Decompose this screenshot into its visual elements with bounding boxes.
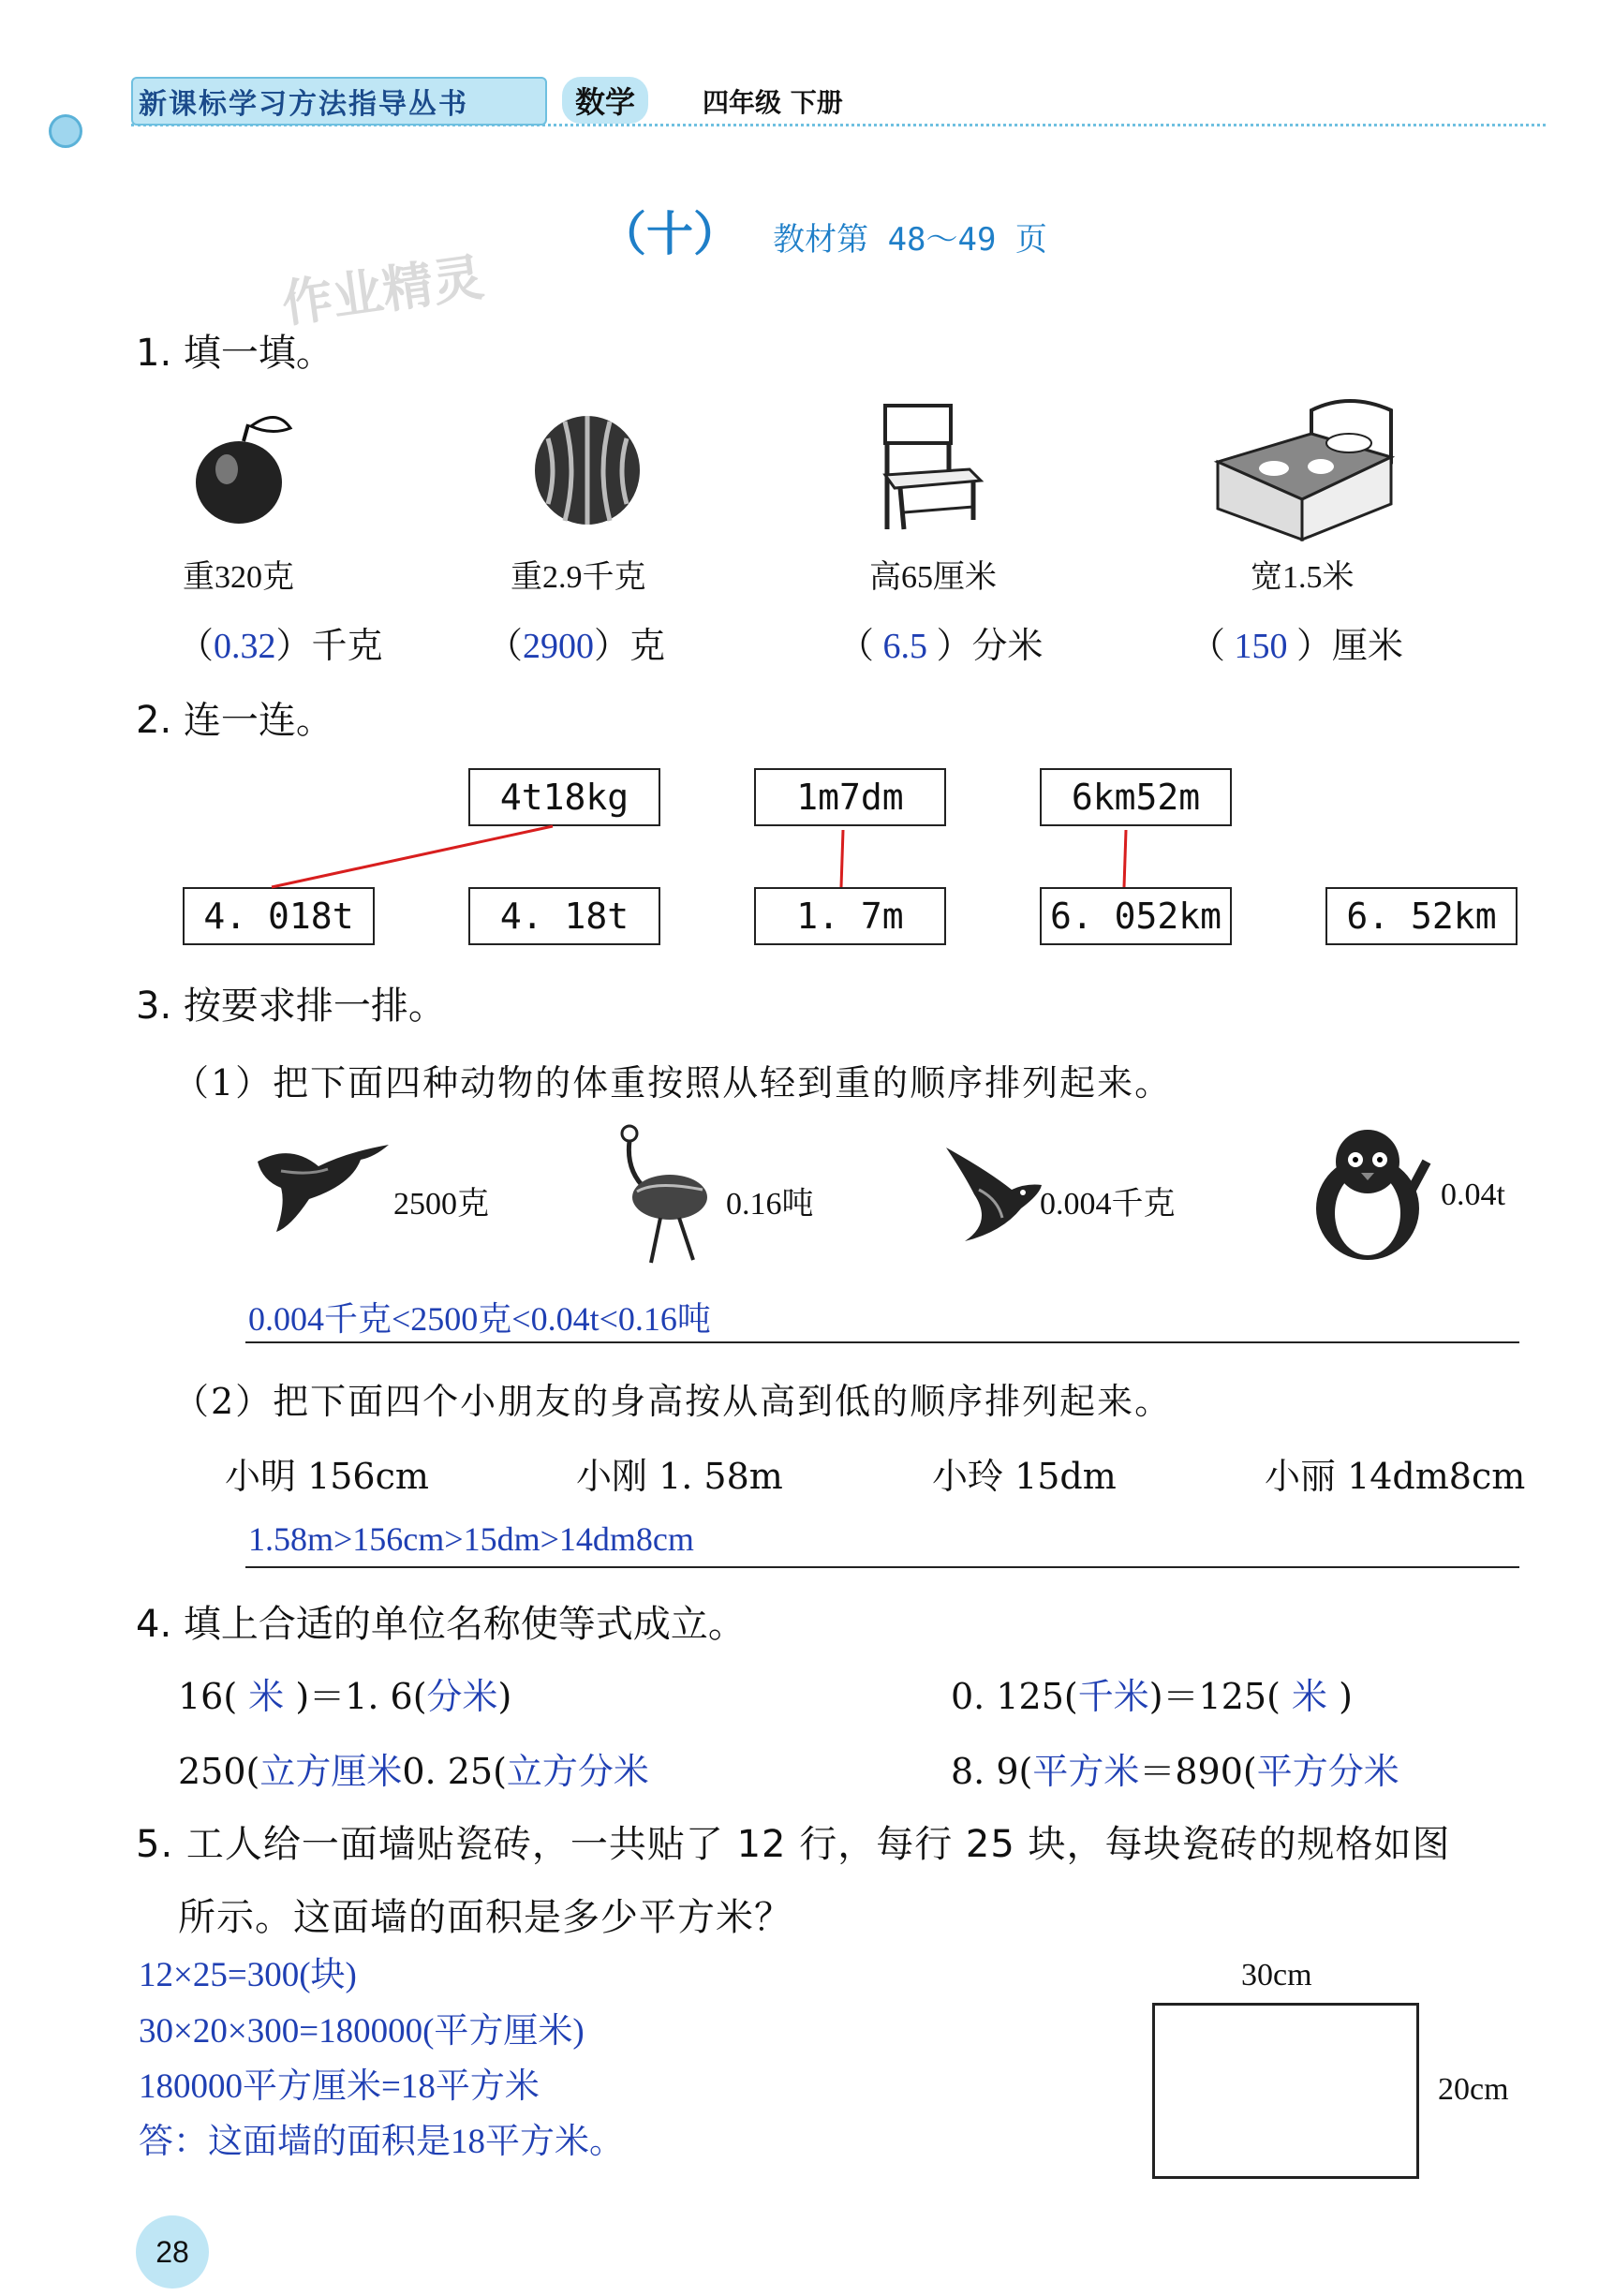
section-number: （十） <box>600 207 740 261</box>
watermark: 作业精灵 <box>278 247 487 334</box>
q4-row1-left: 16( 米 )＝1. 6(分米) <box>178 1676 512 1717</box>
q1-answer-3: 6.5 <box>882 627 928 666</box>
q4-answer-2a: 千米 <box>1077 1676 1149 1717</box>
q1-answer-1: 0.32 <box>214 627 276 666</box>
bottom-box-1[interactable]: 4. 018t <box>183 887 375 945</box>
tile-height-label: 20cm <box>1438 2072 1509 2107</box>
q1-label: 1. 填一填。 <box>136 332 333 375</box>
section-pages: 教材第 48～49 页 <box>773 221 1047 259</box>
q1-caption-1: 重320克 <box>183 560 294 595</box>
kid-1: 小明 156cm <box>225 1456 429 1497</box>
q4-answer-4b: 平方分米 <box>1256 1751 1399 1792</box>
q3-part2-answer-line <box>245 1566 1519 1568</box>
page-number-badge <box>136 2215 209 2289</box>
penguin-icon <box>1307 1124 1438 1265</box>
q5-work-2: 30×20×300=180000(平方厘米) <box>139 2012 585 2051</box>
q4-row2-left: 250(立方厘米0. 25(立方分米 <box>178 1751 649 1792</box>
q5-work-3: 180000平方厘米=18平方米 <box>139 2067 540 2106</box>
kid-3: 小玲 15dm <box>932 1456 1117 1497</box>
connect-line-2 <box>841 830 843 887</box>
q3-part1-answer: 0.004千克<2500克<0.04t<0.16吨 <box>248 1300 711 1338</box>
animal-label-1: 2500克 <box>393 1187 489 1222</box>
q2-label: 2. 连一连。 <box>136 699 333 742</box>
page-number: 28 <box>155 2234 189 2269</box>
q1-fill-4: （ 150 ）厘米 <box>1190 627 1404 666</box>
q3-part2-prompt: （2）把下面四个小朋友的身高按从高到低的顺序排列起来。 <box>173 1381 1173 1422</box>
q1-fill-2: （2900）克 <box>487 627 666 666</box>
q1-answer-4: 150 <box>1234 627 1288 666</box>
connect-lines <box>0 0 1599 1030</box>
top-box-1[interactable]: 4t18kg <box>468 768 660 826</box>
q4-answer-1b: 分米 <box>426 1676 498 1717</box>
q5-label-line2: 所示。这面墙的面积是多少平方米？ <box>178 1896 792 1939</box>
q1-fill-3: （ 6.5 ）分米 <box>838 627 1044 666</box>
q1-caption-3: 高65厘米 <box>869 560 997 595</box>
ostrich-icon <box>609 1124 721 1265</box>
top-box-3[interactable]: 6km52m <box>1040 768 1232 826</box>
q4-answer-3a: 立方厘米 <box>259 1751 403 1792</box>
q1-caption-4: 宽1.5米 <box>1251 560 1355 595</box>
q1-answer-2: 2900 <box>523 627 595 666</box>
q1-fill-1: （0.32）千克 <box>178 627 383 666</box>
connect-line-1 <box>272 826 553 887</box>
tile-diagram <box>1152 2003 1419 2179</box>
bottom-box-2[interactable]: 4. 18t <box>468 887 660 945</box>
q3-part2-answer: 1.58m>156cm>15dm>14dm8cm <box>248 1520 694 1558</box>
q4-answer-1a: 米 <box>237 1676 296 1717</box>
q4-answer-3b: 立方分米 <box>506 1751 649 1792</box>
q4-answer-2b: 米 <box>1280 1676 1340 1717</box>
q4-answer-4a: 平方米 <box>1032 1751 1140 1792</box>
header-series: 新课标学习方法指导丛书 <box>139 88 468 121</box>
connect-line-3 <box>1124 830 1126 887</box>
kid-2: 小刚 1. 58m <box>576 1456 783 1497</box>
q5-work-4: 答：这面墙的面积是18平方米。 <box>139 2123 624 2161</box>
q4-row1-right: 0. 125(千米)＝125( 米 ) <box>951 1676 1353 1717</box>
tile-width-label: 30cm <box>1241 1958 1312 1992</box>
q5-work-1: 12×25=300(块) <box>139 1956 357 1994</box>
kid-4: 小丽 14dm8cm <box>1265 1456 1526 1497</box>
header-subject: 数学 <box>562 77 648 124</box>
q5-label: 5. 工人给一面墙贴瓷砖，一共贴了 12 行，每行 25 块，每块瓷砖的规格如图 <box>136 1823 1451 1866</box>
animal-label-2: 0.16吨 <box>726 1187 814 1222</box>
bottom-box-4[interactable]: 6. 052km <box>1040 887 1232 945</box>
q3-part1-prompt: （1）把下面四种动物的体重按照从轻到重的顺序排列起来。 <box>173 1062 1173 1104</box>
animal-label-3: 0.004千克 <box>1040 1187 1176 1222</box>
animal-label-4: 0.04t <box>1441 1178 1505 1212</box>
q3-part1-answer-line <box>245 1341 1519 1343</box>
header-grade: 四年级 下册 <box>703 87 843 118</box>
bottom-box-5[interactable]: 6. 52km <box>1325 887 1518 945</box>
goose-icon <box>253 1133 393 1237</box>
bottom-box-3[interactable]: 1. 7m <box>754 887 946 945</box>
q1-caption-2: 重2.9千克 <box>511 560 646 595</box>
q4-label: 4. 填上合适的单位名称使等式成立。 <box>136 1603 746 1646</box>
top-box-2[interactable]: 1m7dm <box>754 768 946 826</box>
bird-icon <box>937 1138 1044 1246</box>
q3-label: 3. 按要求排一排。 <box>136 985 446 1028</box>
q4-row2-right: 8. 9(平方米＝890(平方分米 <box>951 1751 1399 1792</box>
